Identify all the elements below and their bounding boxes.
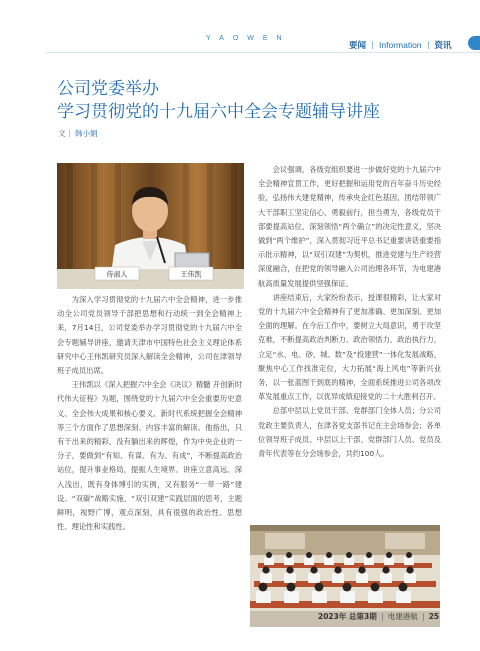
byline-label: 文｜: [58, 129, 73, 138]
paragraph: 讲座结束后，大家纷纷表示，授课很精彩，让大家对党的十九届六中全会精神有了更加准确、更加深刻、更加全面的理解。在今后工作中，要树立大局意识，勇于攻坚克难，不断提高政治判断力、政治领悟力、政治执行力，立足“水、电、砂、城、数”及“投建营”一体化发展战略，聚焦中心工作找准定位，大力拓展“海上风电”等新兴业务，以一张蓝图干到底的精神，全面系统推进公司各项改革发展重点工作，以优异成绩迎接党的二十大胜利召开。: [258, 292, 441, 402]
header-divider: [372, 41, 373, 49]
header-tab-marker: [468, 36, 480, 50]
header-tracking-text: YAOWEN: [206, 35, 291, 42]
left-column: [57, 293, 242, 534]
page-footer: [318, 611, 439, 622]
speaker-photo-illustration: [57, 163, 244, 289]
section-label-zh: 要闻: [349, 41, 367, 51]
page-number: 25: [428, 612, 440, 621]
header-rule: [45, 52, 480, 53]
paragraph: 会议强调，各级党组织要进一步做好党的十九届六中全会精神宣贯工作，更好把握和运用党的百年奋斗历史经验，弘扬伟大建党精神，传承央企红色基因，团结带领广大干部职工坚定信心、勇毅前行，担当勇为，各级党员干部要提高站位，深刻领悟“两个确立”的决定性意义，坚决做到“两个维护”，深入贯彻习近平总书记重要讲话重要指示批示精神，以“双引双建”为契机，推进党建与生产经营深度融合，在把党的领导融入公司治理各环节，为电建港航高质量发展提供坚强保证。: [258, 165, 441, 288]
article-title: [57, 78, 457, 124]
byline: [58, 128, 98, 139]
author-name: 韩小娟: [75, 129, 98, 138]
nameplate-right: 王伟凯: [180, 270, 202, 279]
section-label-zh2: 资讯: [434, 41, 452, 51]
nameplate-left: 侍淑人: [106, 270, 128, 279]
right-column: [258, 163, 441, 461]
footer-divider: [382, 613, 383, 621]
title-line-1: 公司党委举办: [57, 79, 159, 99]
footer-divider: [423, 613, 424, 621]
header-divider: [428, 41, 429, 49]
paragraph: 为深入学习贯彻党的十九届六中全会精神，进一步推动全公司党员领导干部把思想和行动统一到全会精神上来，7月14日，公司党委举办学习贯彻党的十九届六中全会专题辅导讲座，邀请天津市中国特色社会主义理论体系研究中心王伟凯研究员深入解读全会精神，公司在津领导班子成员出席。: [57, 295, 242, 376]
issue-label: 2023年 总第3期: [318, 612, 377, 621]
title-line-2: 学习贯彻党的十九届六中全会专题辅导讲座: [57, 102, 380, 122]
paragraph: 总部中层以上党员干部、党群部门全体人员；分公司党政主要负责人，在津各党支部书记在主会场参会；各单位领导班子成员、中层以上干部、党群部门人员、党员及青年代表等在分会场参会，共约100人。: [258, 406, 441, 459]
paragraph: 王伟凯以《深入把握六中全会《决议》精髓 开创新时代伟大征程》为题，围绕党的十九届六中全会重要历史意义、全会伟大成果和核心要义、新时代系统把握全会精神等三个方面作了思想深刻、内容丰富的解读。他指出，只有干出来的精彩，没有躺出来的辉煌，作为中央企业的一分子，要做到“有知、有谋、有为、有成”，不断提高政治站位，提升事业格局，提振人生境界。讲座立意高远、深入浅出，既有身体博引的实例，又有服务“一带一路”建设、“双碳”战略实施、“双引双建”实践层面的思考，主题鲜明，视野广博，观点深刻，具有很强的政治性、思想性、理论性和实践性。: [57, 380, 242, 532]
speaker-photo: [57, 163, 244, 289]
section-header: [349, 39, 452, 51]
section-label-en: Information: [379, 40, 422, 50]
publication-name: 电建港航: [387, 612, 418, 621]
